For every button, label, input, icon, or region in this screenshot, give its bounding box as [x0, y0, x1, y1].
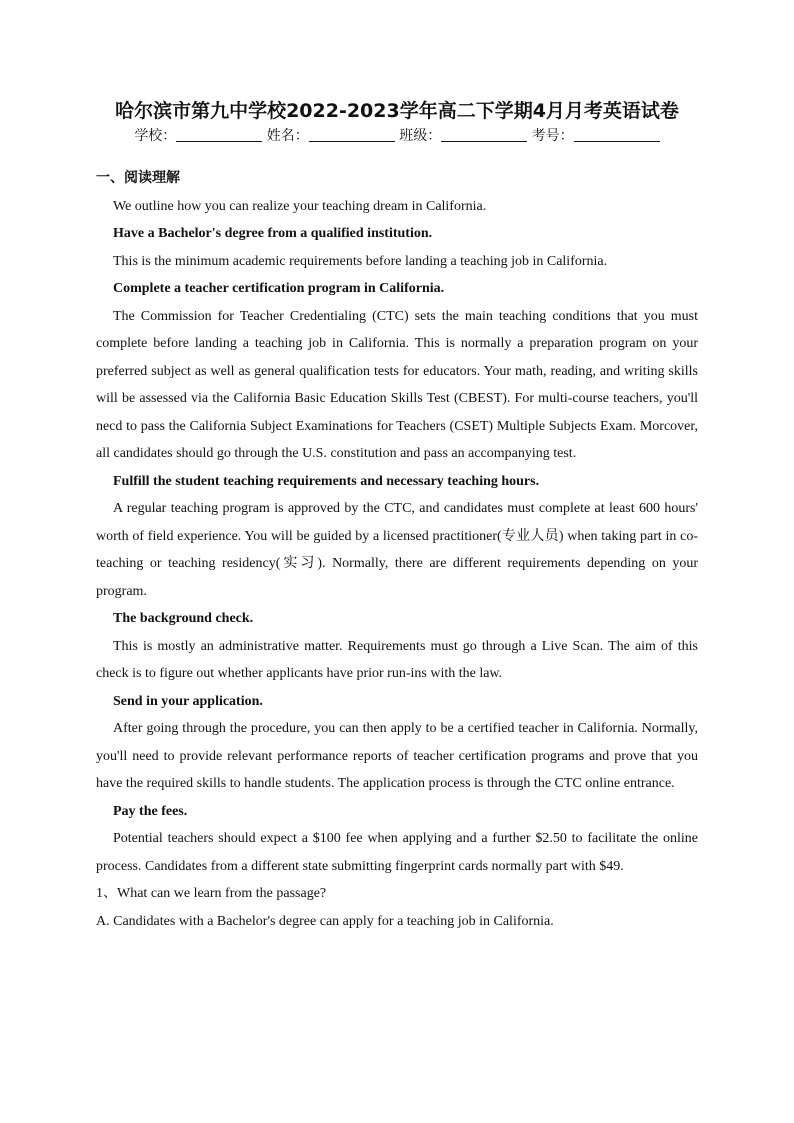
school-field [134, 125, 262, 145]
passage-paragraph-3: A regular teaching program is approved by the CTC, and candidates must complete at least 600 hours' worth of field experience. You will be guided by a licensed practitioner(专业人员) when taking part in co-teaching or teaching residency(实习). Normally, there are different requirements depending on your program. [96, 501, 698, 599]
question-option-a: A. Candidates with a Bachelor's degree can apply for a teaching job in California. [96, 913, 554, 929]
passage-paragraph-4: This is mostly an administrative matter. Requirements must go through a Live Scan. The aim of this check is to figure out whether applicants have prior run-ins with the law. [96, 638, 698, 681]
exam-title: 哈尔滨市第九中学校2022-2023学年高二下学期4月月考英语试卷 [115, 100, 679, 122]
exam-content [96, 165, 698, 935]
name-label: 姓名： [266, 128, 309, 144]
passage-paragraph-6: Potential teachers should expect a $100 fee when applying and a further $2.50 to facilitate the online process. Candidates from a different state submitting fingerprint cards normally part with $49. [96, 831, 698, 874]
name-blank [309, 127, 395, 142]
student-info-line [0, 125, 794, 145]
name-field [267, 125, 395, 145]
passage-heading-3: Fulfill the student teaching requirements and necessary teaching hours. [113, 473, 540, 489]
exam-number-blank [574, 127, 660, 142]
passage-heading-2: Complete a teacher certification program in California. [113, 281, 445, 296]
passage-paragraph-1: This is the minimum academic requirements before landing a teaching job in California. [113, 253, 608, 269]
class-label: 班级： [399, 128, 442, 144]
class-field [399, 125, 527, 145]
exam-number-field [532, 125, 660, 145]
passage-intro: We outline how you can realize your teaching dream in California. [113, 198, 487, 214]
passage-paragraph-2: The Commission for Teacher Credentialing (CTC) sets the main teaching conditions that you must complete before landing a teaching job in California. This is normally a preparation program on your preferred subject as well as general qualification tests for educators. Your math, reading, and writing skills will be assessed via the California Basic Education Skills Test (CBEST). For multi-course teachers, you'll necd to pass the California Subject Examinations for Teachers (CSET) Multiple Subjects Exam. Morcover, all candidates should go through the U.S. constitution and pass an accompanying test. [96, 308, 698, 461]
school-label: 学校： [134, 128, 177, 144]
question-stem: 1、What can we learn from the passage? [96, 886, 327, 901]
passage-heading-1: Have a Bachelor's degree from a qualified institution. [113, 226, 433, 241]
passage-heading-4: The background check. [113, 611, 254, 626]
section-title: 一、阅读理解 [96, 170, 180, 186]
passage-heading-6: Pay the fees. [113, 803, 188, 819]
passage-heading-5: Send in your application. [113, 693, 263, 709]
passage-paragraph-5: After going through the procedure, you can then apply to be a certified teacher in California. Normally, you'll need to provide relevant performance reports of teacher certification programs and prove that you have the required skills to handle students. The application process is through the CTC online entrance. [96, 721, 698, 791]
class-blank [441, 127, 527, 142]
school-blank [176, 127, 262, 142]
exam-number-label: 考号： [531, 128, 574, 144]
